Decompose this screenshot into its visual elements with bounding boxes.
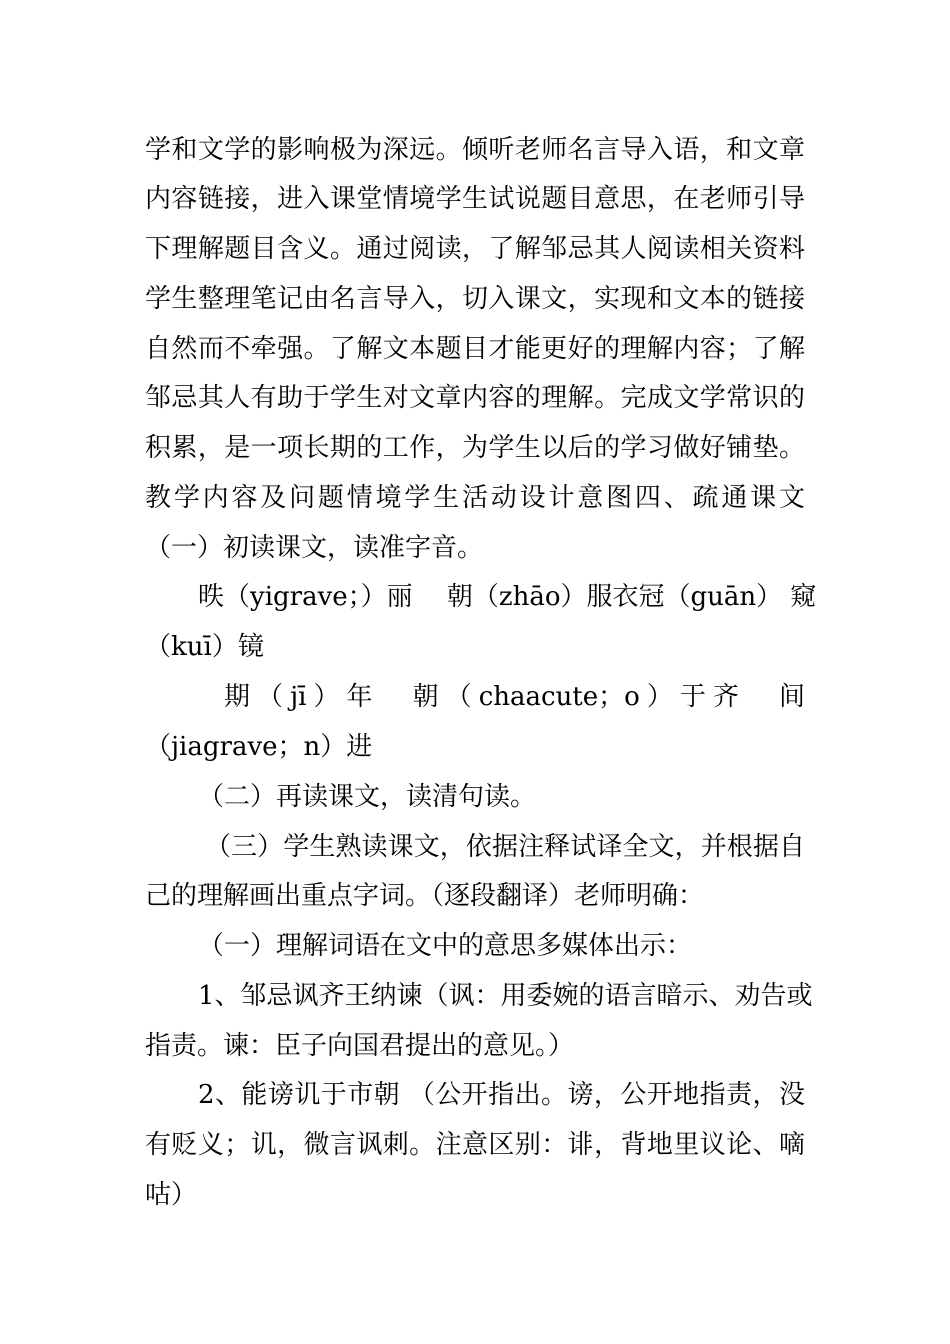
text-line: 学生整理笔记由名言导入，切入课文，实现和文本的链接	[145, 284, 805, 314]
text-line: 邹忌其人有助于学生对文章内容的理解。完成文学常识的	[145, 383, 805, 413]
text-line: 昳（yigrave；）丽 朝（zhāo）服衣冠（guān） 窥	[198, 582, 817, 612]
text-line: 内容链接，进入课堂情境学生试说题目意思，在老师引导	[145, 184, 805, 214]
text-line: 积累，是一项长期的工作，为学生以后的学习做好铺垫。	[145, 433, 805, 463]
text-line: （kuī）镜	[145, 632, 264, 662]
text-line: 2、能谤讥于市朝 （公开指出。谤，公开地指责，没	[198, 1080, 805, 1110]
text-line: 指责。谏：臣子向国君提出的意见。）	[145, 1031, 575, 1061]
text-line: （一）初读课文，读准字音。	[145, 533, 484, 563]
text-line: （二）再读课文，读清句读。	[198, 782, 537, 812]
text-line: （三）学生熟读课文，依据注释试译全文，并根据自	[205, 832, 805, 862]
text-line: 有贬义；讥，微言讽刺。注意区别：诽，背地里议论、嘀	[145, 1130, 805, 1160]
text-line: 自然而不牵强。了解文本题目才能更好的理解内容；了解	[145, 334, 805, 364]
text-line: （一）理解词语在文中的意思多媒体出示：	[198, 931, 693, 961]
text-line: 己的理解画出重点字词。（逐段翻译）老师明确：	[145, 881, 705, 911]
text-line: 1、邹忌讽齐王纳谏（讽：用委婉的语言暗示、劝告或	[198, 981, 813, 1011]
text-line: 下理解题目含义。通过阅读，了解邹忌其人阅读相关资料	[145, 234, 805, 264]
text-line: （jiagrave；n）进	[145, 732, 373, 762]
text-line: 咕）	[145, 1180, 198, 1210]
text-line: 期（jī）年 朝（chaacute；o）于齐 间	[224, 682, 805, 712]
text-line: 教学内容及问题情境学生活动设计意图四、疏通课文	[145, 483, 805, 513]
text-line: 学和文学的影响极为深远。倾听老师名言导入语，和文章	[145, 135, 805, 165]
